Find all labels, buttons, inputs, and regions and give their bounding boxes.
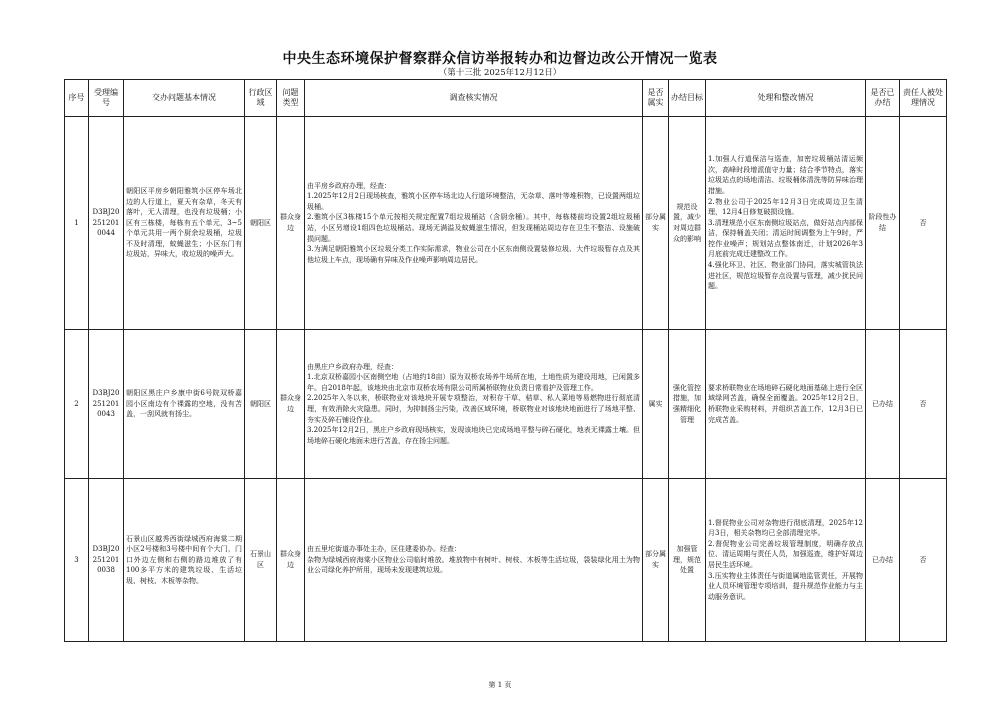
cell-district: 石景山区 [245,479,277,642]
handling-line: 4.强化环卫、社区、物业部门协同，落实城管执法进社区，规范垃圾暂存点设置与管理，减少扰民问题。 [708,261,863,291]
cell-issue: 朝阳区黑庄户乡康中街6号院双桥嘉园小区南边有个裸露的空地，没有苫盖，一刮风就有扬尘。 [124,330,245,479]
investigation-line: 由黑庄户乡政府办理，经查： [307,362,398,371]
cell-accountability: 否 [900,117,947,330]
handling-line: 2.物业公司于2025年12月3日完成周边卫生清理，12月4日修复破损设施。 [708,197,863,217]
cell-seq: 1 [65,117,89,330]
cell-goal: 强化管控措施，加强精细化管理 [669,330,706,479]
cell-done: 阶段性办结 [866,117,900,330]
handling-line: 3.清理规范小区东南侧垃圾站点，做好站点内部保洁，保持桶盖关闭；清运时间调整为上午9时，严控作业噪声；规划站点整体南迁，计划2026年3月底前完成迁建整改工作。 [708,218,863,259]
cell-investigation [305,330,643,479]
cell-verified: 部分属实 [643,117,669,330]
cell-issue: 朝阳区平房乡朝阳雅筑小区停车场北边的人行道上，夏天有杂草，冬天有落叶，无人清理，也没有垃圾桶；小区有三栋楼，每栋有五个单元，3~5个单元共用一两个厨余垃圾桶，垃圾不及时清理，蚊蝇滋生；小区东门有垃圾站，异味大，收垃圾的噪声大。 [124,117,245,330]
handling-line: 1.加强人行道保洁与巡查，加密垃圾桶站清运频次，高峰时段增派值守力量；结合季节特点，落实垃圾站点的场地清洁、垃圾桶体清洗等防异味治理措施。 [708,155,863,195]
table-row [65,117,947,330]
cell-verified: 部分属实 [643,479,669,642]
cell-handling [706,330,866,479]
header-done: 是否已办结 [866,80,900,117]
header-verified: 是否属实 [643,80,669,117]
header-handling: 处理和整改情况 [706,80,866,117]
cell-investigation [305,117,643,330]
cell-done: 已办结 [866,479,900,642]
cell-goal: 规范设置，减少对周边群众的影响 [669,117,706,330]
cell-id: D3BJ202512010044 [89,117,124,330]
cell-id: D3BJ202512010038 [89,479,124,642]
cell-district: 朝阳区 [245,117,277,330]
handling-line: 2.督促物业公司完善垃圾管理制度，明确存放点位、清运周期与责任人员，加强巡查，维护好周边居民生活环境。 [708,539,863,569]
investigation-line: 由五里坨街道办事处主办，区住建委协办。经查： [307,545,461,554]
cell-type: 群众身边 [277,330,305,479]
header-seq: 序号 [65,80,89,117]
investigation-line: 2.2025年入冬以来，桥联物业对该地块开展专项整治，对积存干草、秸草、私人菜地等易燃物进行彻底清理，有效消除火灾隐患。同时，为抑制扬尘污染，改善区域环境，桥联物业对该地块地面进行了场地平整、夯实及碎石铺设作业。 [307,394,640,424]
header-investigation: 调查核实情况 [305,80,643,117]
cell-id: D3BJ202512010043 [89,330,124,479]
cell-done: 已办结 [866,330,900,479]
handling-line: 3.压实物业主体责任与街道属地监管责任，开展物业人员环境管理专项培训，提升规范作业能力与主动服务意识。 [708,571,863,601]
cell-seq: 3 [65,479,89,642]
investigation-line: 3.为满足朝阳雅筑小区垃圾分类工作实际需求，物业公司在小区东南侧设置装修垃圾、大件垃圾暂存点及其他垃圾上车点，现场确有异味及作业噪声影响周边居民。 [307,245,640,264]
investigation-line: 1.北京双桥嘉园小区南侧空地（占地约18亩）原为双桥农场养牛场所在地，土地性质为建设用地，已闲置多年。自2018年起，该地块由北京市双桥农场有限公司所属桥联物业负责日常看护及管理工作。 [307,373,640,392]
page-title: 中央生态环境保护督察群众信访举报转办和边督边改公开情况一览表 [282,51,718,67]
handling-line: 要求桥联物业在场地碎石硬化地面基础上进行全区域绿网苫盖，确保全面覆盖。2025年12月2日，桥联物业采购材料，并组织苫盖工作，12月3日已完成苫盖。 [708,383,863,424]
handling-line: 1.督促物业公司对杂物进行彻底清理，2025年12月3日，相关杂物均已全部清理完毕。 [708,518,863,538]
cell-handling [706,117,866,330]
investigation-line: 由平房乡政府办理，经查： [307,181,391,190]
cell-seq: 2 [65,330,89,479]
cell-goal: 加强管理，规范处置 [669,479,706,642]
header-id: 受理编号 [89,80,124,117]
cell-district: 朝阳区 [245,330,277,479]
cell-issue: 石景山区越秀西街绿城西府海棠二期小区2号楼和3号楼中间有个大门，门口外边左侧和右侧的路边堆放了有100多平方米的建筑垃圾、生活垃圾、树枝、木板等杂物。 [124,479,245,642]
cell-type: 群众身边 [277,117,305,330]
cell-investigation [305,479,643,642]
header-issue: 交办问题基本情况 [124,80,245,117]
investigation-line: 杂物为绿城西府海棠小区物业公司临时堆放。堆放物中有树叶、树枝、木板等生活垃圾，袋装绿化用土为物业公司绿化养护所用，现场未发现建筑垃圾。 [307,555,640,575]
report-table [64,79,947,642]
header-goal: 办结目标 [669,80,706,117]
header-district: 行政区域 [245,80,277,117]
cell-accountability: 否 [900,479,947,642]
investigation-line: 1.2025年12月2日现场核查，雅筑小区停车场北边人行道环境整洁，无杂草、落叶等堆积物，已设置两组垃圾桶。 [307,192,640,211]
table-row [65,479,947,642]
cell-accountability: 否 [900,330,947,479]
header-type: 问题类型 [277,80,305,117]
cell-type: 群众身边 [277,479,305,642]
investigation-line: 2.雅筑小区3栋楼15个单元按相关规定配置7组垃圾桶站（含厨余桶）。其中，每栋楼前均设置2组垃圾桶站，小区另增设1组四色垃圾桶站。现场无满溢及蚊蝇滋生情况，但发现桶站周边存在卫生不整洁、设施破损问题。 [307,213,640,243]
cell-verified: 属实 [643,330,669,479]
investigation-line: 3.2025年12月2日，黑庄户乡政府现场核实，发现该地块已完成场地平整与碎石硬化，地表无裸露土壤。但场地碎石硬化地面未进行苫盖，存在扬尘问题。 [307,426,640,445]
page-number: 第 1 页 [488,681,512,689]
table-row [65,330,947,479]
header-accountability: 责任人被处理情况 [900,80,947,117]
page-subtitle: （第十三批 2025年12月12日） [438,68,562,78]
cell-handling [706,479,866,642]
table-header-row [65,80,947,117]
